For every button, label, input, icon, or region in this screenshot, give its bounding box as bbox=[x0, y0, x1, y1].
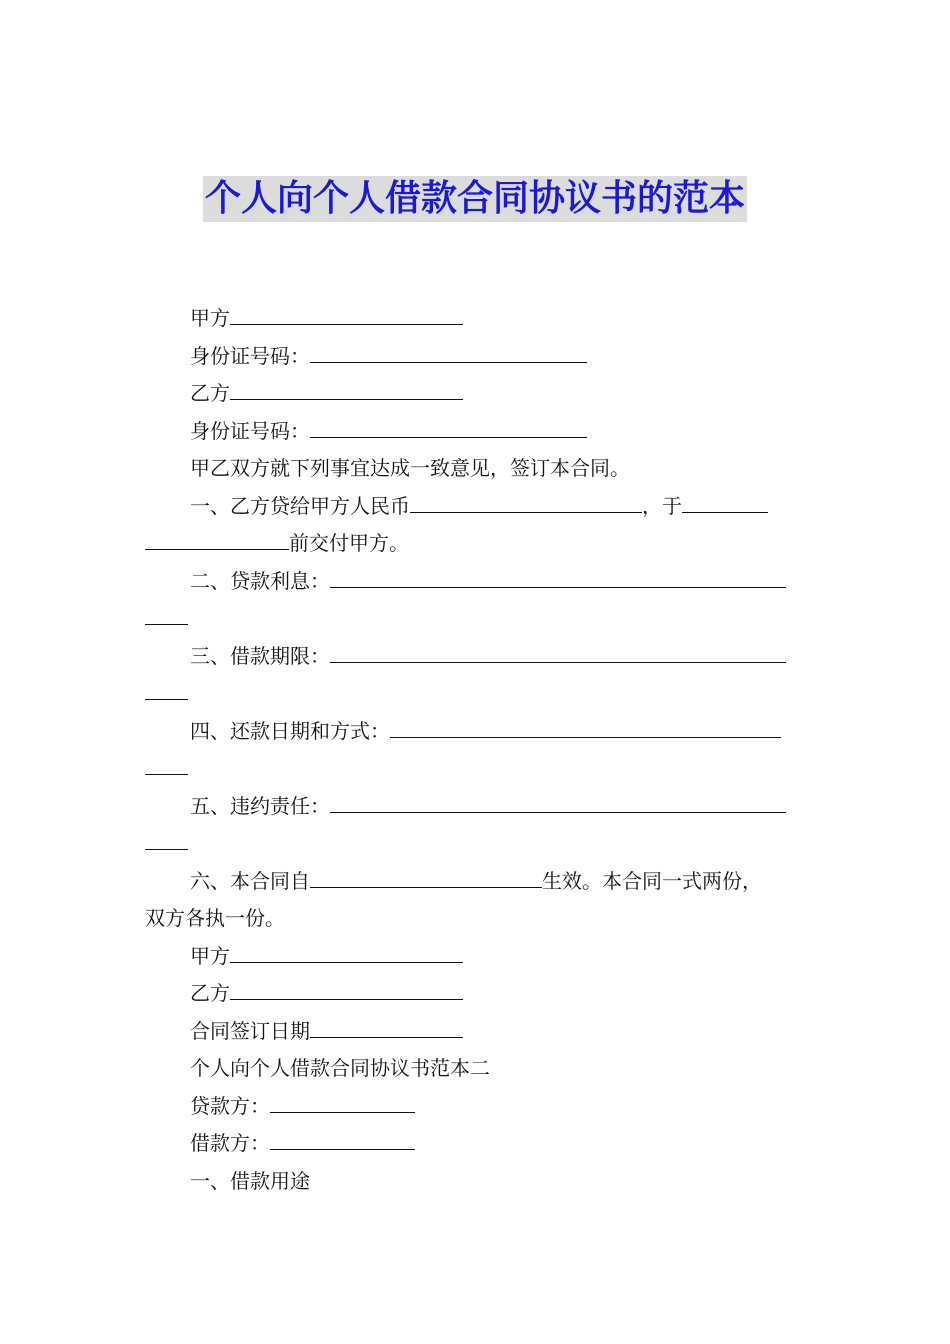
clause-2-blank-cont bbox=[145, 604, 188, 625]
clause-4-blank-cont bbox=[145, 754, 188, 775]
id-a-label: 身份证号码： bbox=[190, 343, 310, 368]
borrower-label: 借款方： bbox=[190, 1131, 270, 1155]
clause-2-line bbox=[145, 563, 807, 601]
borrower-blank bbox=[270, 1129, 415, 1150]
id-a-line bbox=[145, 338, 807, 376]
clause-2-label: 二、贷款利息： bbox=[190, 568, 330, 593]
sign-date-label: 合同签订日期 bbox=[190, 1018, 310, 1043]
party-b-blank bbox=[230, 379, 463, 400]
clause-1-date-blank-b bbox=[145, 529, 289, 550]
clause-3-line bbox=[145, 638, 807, 676]
clause-1-cont bbox=[145, 525, 807, 563]
clause-1-mid: ，于 bbox=[642, 493, 682, 518]
clause-4-label: 四、还款日期和方式： bbox=[190, 718, 390, 743]
party-b-label: 乙方 bbox=[190, 381, 230, 405]
id-b-blank bbox=[310, 417, 587, 438]
clause-4-blank bbox=[390, 717, 781, 738]
clause-3-blank-cont bbox=[145, 679, 188, 700]
clause-1-label: 一、乙方贷给甲方人民币 bbox=[190, 493, 410, 518]
id-b-line bbox=[145, 413, 807, 451]
sign-a-blank bbox=[230, 942, 463, 963]
clause-2-cont bbox=[145, 600, 807, 638]
sample-2-title: 个人向个人借款合同协议书范本二 bbox=[190, 1056, 490, 1080]
id-a-blank bbox=[310, 342, 587, 363]
intro-line: 甲乙双方就下列事宜达成一致意见，签订本合同。 bbox=[190, 456, 630, 480]
sign-b-label: 乙方 bbox=[190, 981, 230, 1005]
lender-label: 贷款方： bbox=[190, 1093, 270, 1118]
lender-blank bbox=[270, 1092, 415, 1113]
clause-5-line bbox=[145, 788, 807, 826]
sign-a-line bbox=[145, 938, 807, 976]
clause-3-label: 三、借款期限： bbox=[190, 643, 330, 668]
clause-1-end: 前交付甲方。 bbox=[289, 531, 409, 555]
clause-6-line bbox=[145, 863, 807, 901]
clause-3-blank bbox=[330, 642, 786, 663]
sign-b-blank bbox=[230, 979, 463, 1000]
sign-date-line bbox=[145, 1013, 807, 1051]
party-a-line bbox=[145, 300, 807, 338]
id-b-label: 身份证号码： bbox=[190, 418, 310, 443]
purpose-line: 一、借款用途 bbox=[190, 1168, 310, 1193]
party-a-blank bbox=[230, 304, 463, 325]
clause-4-cont bbox=[145, 750, 807, 788]
title-wrapper bbox=[0, 176, 950, 222]
document-title: 个人向个人借款合同协议书的范本 bbox=[203, 176, 747, 222]
clause-1-amount-blank bbox=[410, 492, 642, 513]
borrower-line bbox=[145, 1125, 807, 1163]
clause-5-cont bbox=[145, 825, 807, 863]
clause-6-cont: 双方各执一份。 bbox=[145, 906, 285, 930]
clause-1-line bbox=[145, 488, 807, 526]
clause-2-blank bbox=[330, 567, 786, 588]
sign-date-blank bbox=[310, 1017, 463, 1038]
lender-line bbox=[145, 1088, 807, 1126]
clause-6-blank bbox=[310, 867, 542, 888]
party-a-label: 甲方 bbox=[190, 306, 230, 330]
clause-4-line bbox=[145, 713, 807, 751]
clause-6-label: 六、本合同自 bbox=[190, 868, 310, 893]
document-body bbox=[145, 300, 807, 1200]
sign-a-label: 甲方 bbox=[190, 943, 230, 968]
clause-5-blank-cont bbox=[145, 829, 188, 850]
clause-5-label: 五、违约责任： bbox=[190, 793, 330, 818]
sign-b-line bbox=[145, 975, 807, 1013]
clause-6-mid: 生效。本合同一式两份， bbox=[542, 868, 762, 893]
clause-3-cont bbox=[145, 675, 807, 713]
party-b-line bbox=[145, 375, 807, 413]
clause-1-date-blank-a bbox=[682, 492, 768, 513]
clause-5-blank bbox=[330, 792, 786, 813]
